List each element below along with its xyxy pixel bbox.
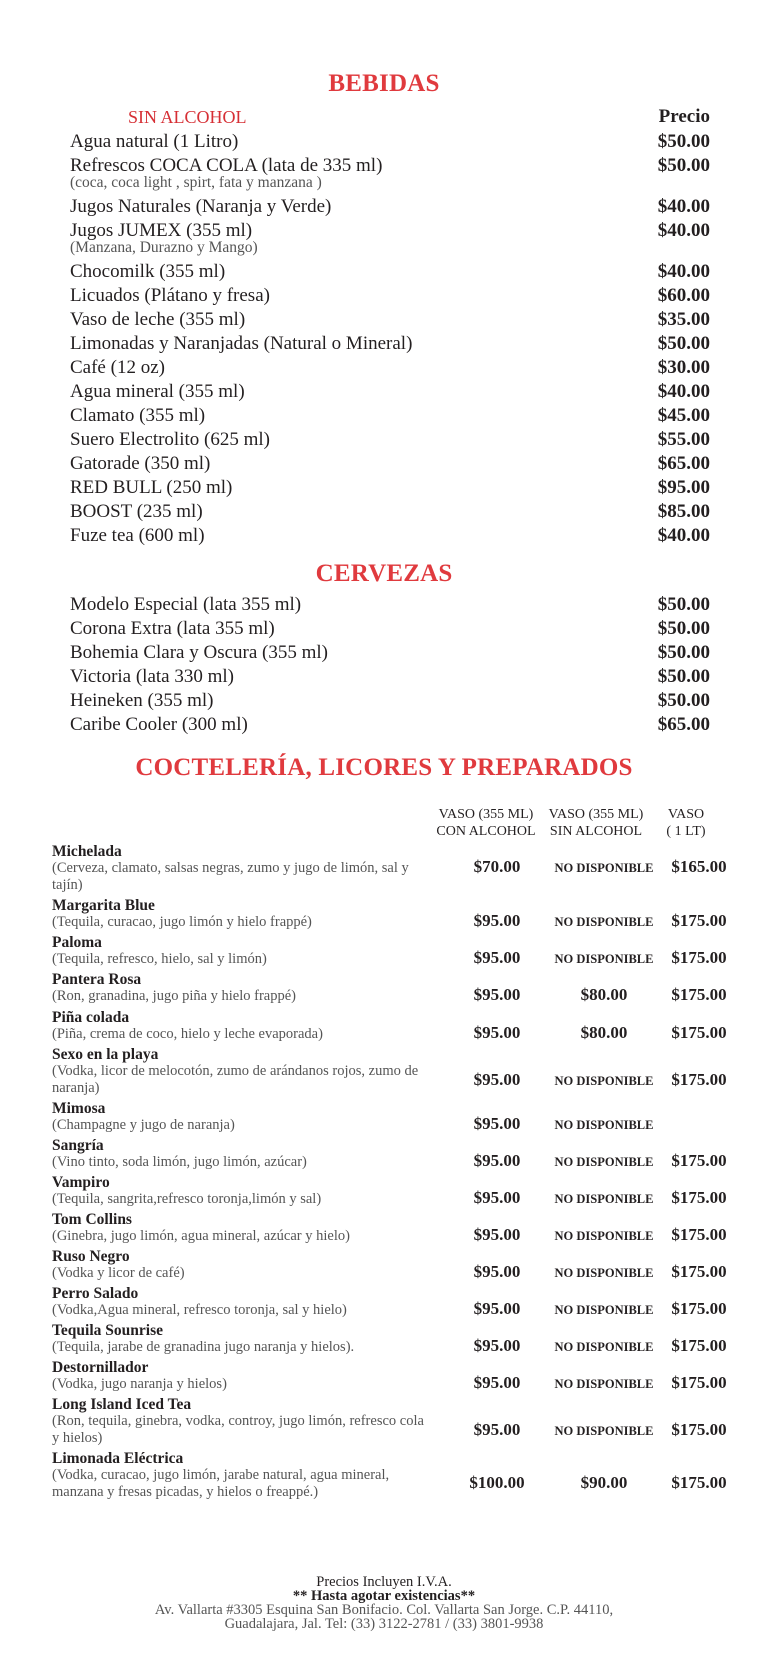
drink-row [70,453,710,477]
drink-price: $40.00 [657,261,710,282]
beer-row [70,594,710,618]
drink-price: $85.00 [657,501,710,522]
price-litro: $175.00 [671,911,727,930]
beer-row [70,714,710,738]
cocktail-description: (Tequila, curacao, jugo limón y hielo frappé) [52,914,312,930]
drink-price: $50.00 [657,333,710,354]
drink-price: $50.00 [657,155,710,176]
footer-city-phone: Guadalajara, Jal. Tel: (33) 3122-2781 / (33) 3801-9938 [224,1616,544,1632]
cocktail-description: (Tequila, jarabe de granadina jugo naranja y hielos). [52,1339,355,1355]
beer-price: $50.00 [657,666,710,687]
cocktail-name: Michelada [52,843,122,860]
cocktail-description: (Vino tinto, soda limón, jugo limón, azúcar) [52,1154,307,1170]
beer-price: $50.00 [657,690,710,711]
drink-name: Licuados (Plátano y fresa) [70,285,270,306]
price-litro: $175.00 [671,1188,727,1207]
section-title-cocteleria: COCTELERÍA, LICORES Y PREPARADOS [135,754,633,781]
price-litro: $175.00 [671,1262,727,1281]
drink-row [70,501,710,525]
column-header-line: VASO [667,807,705,822]
price-con-alcohol: $95.00 [473,1023,521,1042]
beer-row [70,642,710,666]
price-con-alcohol: $95.00 [473,1188,521,1207]
cocktail-name: Long Island Iced Tea [52,1396,192,1413]
price-con-alcohol: $95.00 [473,1336,521,1355]
cocktail-name: Sangría [52,1137,104,1154]
drink-name: Agua mineral (355 ml) [70,381,245,402]
drink-price: $35.00 [657,309,710,330]
beer-row [70,690,710,714]
price-column-header: Precio [658,106,710,127]
drink-row [70,525,710,549]
cocktail-description: (Cerveza, clamato, salsas negras, zumo y jugo de limón, sal y tajín) [52,860,409,893]
cocktail-name: Piña colada [52,1009,130,1026]
cocktail-name: Mimosa [52,1100,106,1117]
price-con-alcohol: $70.00 [473,857,521,876]
drink-price: $50.00 [657,131,710,152]
price-sin-alcohol: NO DISPONIBLE [554,1303,654,1317]
cocktail-name: Pantera Rosa [52,971,142,988]
drink-name: Vaso de leche (355 ml) [70,309,246,330]
footer-iva: Precios Incluyen I.V.A. [316,1574,452,1590]
drink-row [70,155,710,191]
price-litro: $175.00 [671,985,727,1004]
drink-name: RED BULL (250 ml) [70,477,233,498]
section-title-cervezas: CERVEZAS [315,560,453,587]
subsection-sin-alcohol: SIN ALCOHOL [128,107,247,127]
cocktail-description: (Champagne y jugo de naranja) [52,1117,235,1133]
drink-name: Chocomilk (355 ml) [70,261,226,282]
price-con-alcohol: $95.00 [473,948,521,967]
drink-name: Clamato (355 ml) [70,405,206,426]
price-con-alcohol: $95.00 [473,911,521,930]
cocktail-name: Ruso Negro [52,1248,130,1265]
price-sin-alcohol: NO DISPONIBLE [554,1266,654,1280]
drink-row [70,309,710,333]
drink-row [70,220,710,256]
drink-price: $95.00 [657,477,710,498]
price-litro: $175.00 [671,1473,727,1492]
column-header-line: VASO (355 ML) [438,807,534,822]
price-sin-alcohol: $90.00 [580,1473,628,1492]
drink-name: Jugos Naturales (Naranja y Verde) [70,196,332,217]
price-litro: $175.00 [671,1299,727,1318]
price-sin-alcohol: $80.00 [580,985,628,1004]
cocktail-description: (Vodka, curacao, jugo limón, jarabe natural, agua mineral, manzana y fresas picadas, y hielos o freappé.) [52,1467,390,1500]
drink-description: (Manzana, Durazno y Mango) [70,239,258,256]
drink-row [70,333,710,357]
drink-name: Refrescos COCA COLA (lata de 335 ml) [70,155,383,176]
price-litro: $175.00 [671,948,727,967]
cocktail-description: (Ron, granadina, jugo piña y hielo frappé) [52,988,297,1004]
price-sin-alcohol: NO DISPONIBLE [554,1424,654,1438]
drink-price: $55.00 [657,429,710,450]
drink-price: $40.00 [657,525,710,546]
price-litro: $175.00 [671,1420,727,1439]
drink-price: $40.00 [657,196,710,217]
footer-address: Av. Vallarta #3305 Esquina San Bonifacio. Col. Vallarta San Jorge. C.P. 44110, [154,1602,614,1618]
drink-name: Agua natural (1 Litro) [70,131,239,152]
price-sin-alcohol: NO DISPONIBLE [554,1155,654,1169]
drink-price: $65.00 [657,453,710,474]
cocktail-description: (Vodka, jugo naranja y hielos) [52,1376,227,1392]
beer-name: Corona Extra (lata 355 ml) [70,618,275,639]
drink-row [70,261,710,285]
column-header-line: CON ALCOHOL [436,824,536,839]
cocktail-name: Limonada Eléctrica [52,1450,184,1467]
cocktail-description: (Vodka y licor de café) [52,1265,185,1281]
price-sin-alcohol: NO DISPONIBLE [554,1074,654,1088]
section-title-bebidas: BEBIDAS [328,70,440,97]
drink-row [70,429,710,453]
footer-stock-note: ** Hasta agotar existencias** [292,1588,476,1604]
beer-price: $65.00 [657,714,710,735]
cocktail-name: Sexo en la playa [52,1046,159,1063]
cocktail-name: Perro Salado [52,1285,139,1302]
price-litro: $175.00 [671,1151,727,1170]
drink-name: Jugos JUMEX (355 ml) [70,220,253,241]
beer-price: $50.00 [657,618,710,639]
drink-name: Gatorade (350 ml) [70,453,211,474]
drink-name: Limonadas y Naranjadas (Natural o Mineral) [70,333,413,354]
drink-row [70,477,710,501]
drink-name: Café (12 oz) [70,357,165,378]
price-con-alcohol: $100.00 [469,1473,525,1492]
price-sin-alcohol: NO DISPONIBLE [554,1340,654,1354]
cocktail-description: (Ginebra, jugo limón, agua mineral, azúcar y hielo) [52,1228,350,1244]
price-sin-alcohol: NO DISPONIBLE [554,861,654,875]
drink-row [70,405,710,429]
cocktail-description: (Piña, crema de coco, hielo y leche evaporada) [52,1026,323,1042]
cocktail-description: (Tequila, sangrita,refresco toronja,limón y sal) [52,1191,322,1207]
beer-row [70,666,710,690]
cocktail-name: Margarita Blue [52,897,155,914]
drink-description: (coca, coca light , spirt, fata y manzana ) [70,174,322,191]
cocktail-name: Tom Collins [52,1211,132,1228]
price-con-alcohol: $95.00 [473,1114,521,1133]
beer-row [70,618,710,642]
beer-name: Bohemia Clara y Oscura (355 ml) [70,642,329,663]
cocktail-name: Tequila Sounrise [52,1322,163,1339]
price-con-alcohol: $95.00 [473,1373,521,1392]
price-sin-alcohol: $80.00 [580,1023,628,1042]
price-litro: $175.00 [671,1225,727,1244]
drink-row [70,381,710,405]
column-header-line: SIN ALCOHOL [549,824,643,839]
price-con-alcohol: $95.00 [473,1225,521,1244]
beer-price: $50.00 [657,594,710,615]
cocktail-name: Vampiro [52,1174,110,1191]
beer-name: Modelo Especial (lata 355 ml) [70,594,302,615]
drink-row [70,285,710,309]
column-header-line: ( 1 LT) [666,824,706,839]
drink-name: Fuze tea (600 ml) [70,525,205,546]
cocktail-description: (Ron, tequila, ginebra, vodka, controy, jugo limón, refresco cola y hielos) [52,1413,424,1446]
price-litro: $175.00 [671,1023,727,1042]
drink-name: BOOST (235 ml) [70,501,203,522]
price-sin-alcohol: NO DISPONIBLE [554,1118,654,1132]
price-con-alcohol: $95.00 [473,1262,521,1281]
price-con-alcohol: $95.00 [473,1151,521,1170]
price-sin-alcohol: NO DISPONIBLE [554,1377,654,1391]
cocktail-description: (Tequila, refresco, hielo, sal y limón) [52,951,267,967]
cocktail-name: Paloma [52,934,102,951]
drink-price: $45.00 [657,405,710,426]
price-litro: $175.00 [671,1373,727,1392]
column-header-con-alcohol [434,806,538,840]
column-header-litro [656,806,716,840]
drink-row [70,131,710,155]
price-litro: $175.00 [671,1070,727,1089]
price-litro: $175.00 [671,1336,727,1355]
cocktail-name: Destornillador [52,1359,149,1376]
cocktail-description: (Vodka,Agua mineral, refresco toronja, sal y hielo) [52,1302,347,1318]
beer-name: Victoria (lata 330 ml) [70,666,234,687]
drink-name: Suero Electrolito (625 ml) [70,429,270,450]
cocktail-description: (Vodka, licor de melocotón, zumo de arándanos rojos, zumo de naranja) [52,1063,419,1096]
drink-price: $40.00 [657,220,710,241]
drink-row [70,196,710,220]
price-con-alcohol: $95.00 [473,985,521,1004]
column-header-line: VASO (355 ML) [548,807,644,822]
price-con-alcohol: $95.00 [473,1070,521,1089]
price-sin-alcohol: NO DISPONIBLE [554,915,654,929]
column-header-sin-alcohol [544,806,648,840]
drink-price: $60.00 [657,285,710,306]
beer-name: Heineken (355 ml) [70,690,214,711]
price-sin-alcohol: NO DISPONIBLE [554,1229,654,1243]
drink-row [70,357,710,381]
drink-price: $30.00 [657,357,710,378]
price-litro: $165.00 [671,857,727,876]
price-con-alcohol: $95.00 [473,1420,521,1439]
beer-name: Caribe Cooler (300 ml) [70,714,248,735]
price-sin-alcohol: NO DISPONIBLE [554,952,654,966]
beer-price: $50.00 [657,642,710,663]
price-sin-alcohol: NO DISPONIBLE [554,1192,654,1206]
drink-price: $40.00 [657,381,710,402]
price-con-alcohol: $95.00 [473,1299,521,1318]
